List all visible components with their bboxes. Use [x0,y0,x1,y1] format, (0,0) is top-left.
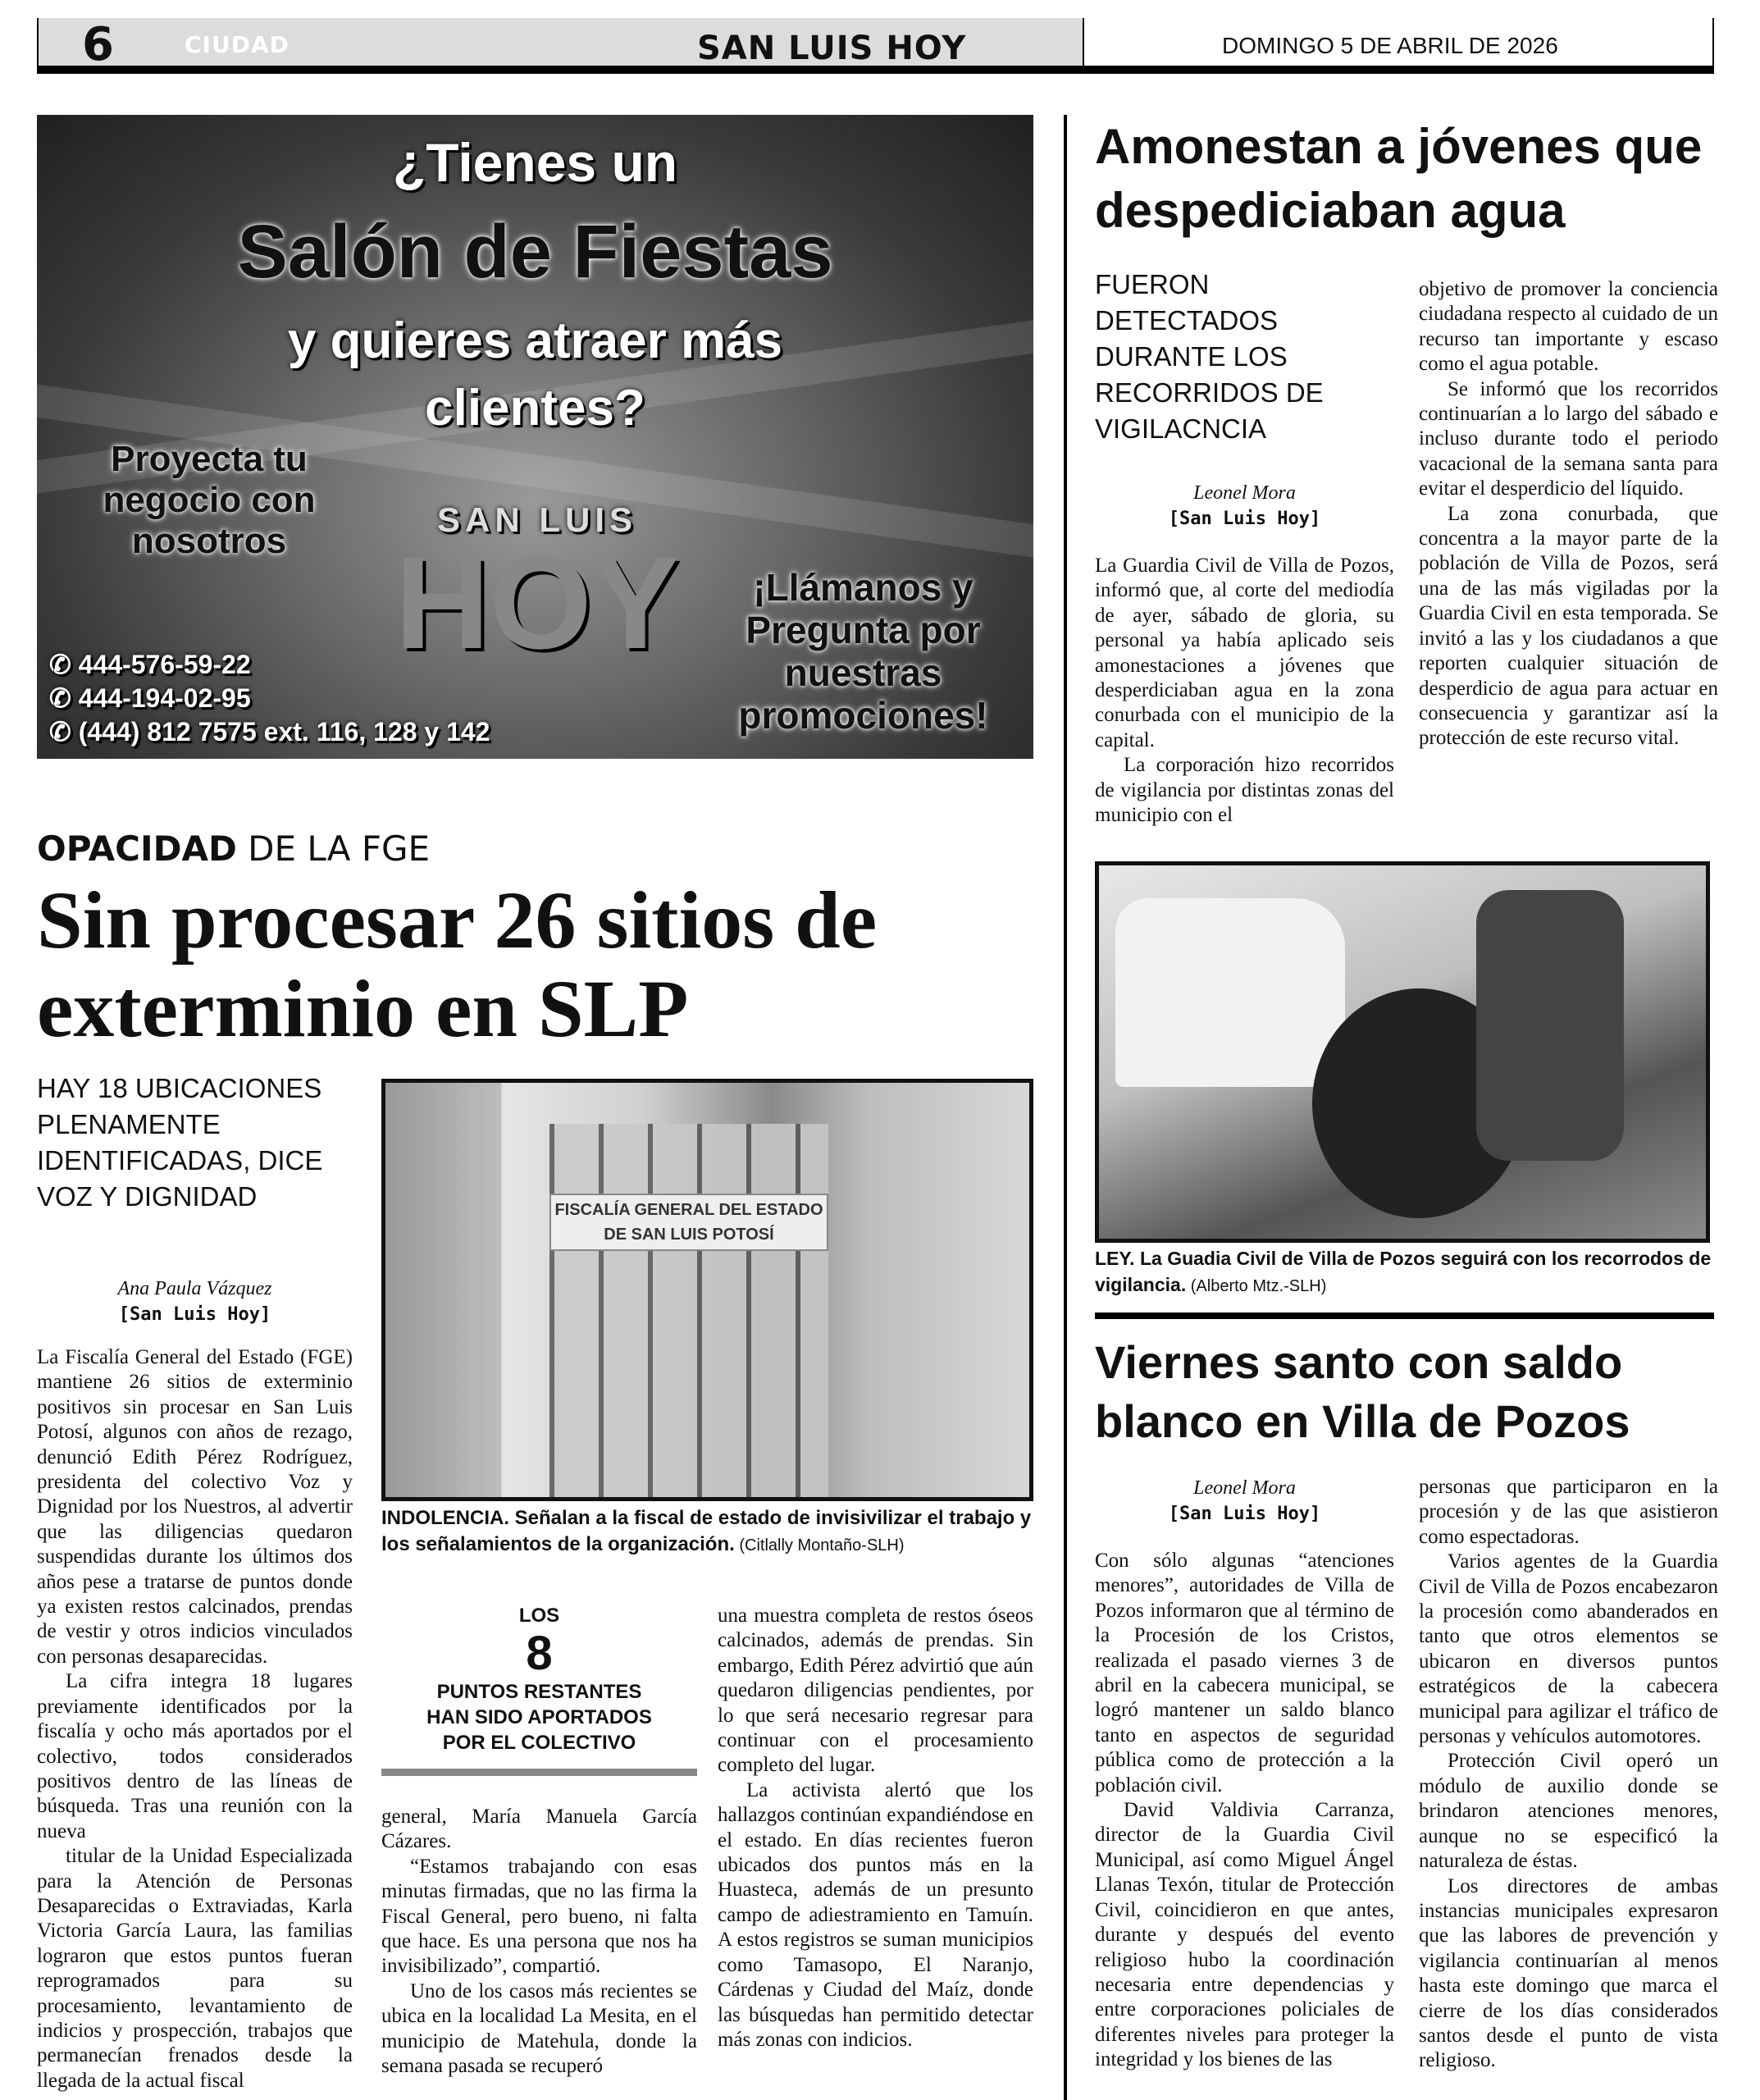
pull-quote: LOS 8 PUNTOS RESTANTES HAN SIDO APORTADOS POR EL COLECTIVO [381,1604,697,1776]
guardia-civil-photo [1095,861,1710,1243]
fiscalia-sign: FISCALÍA GENERAL DEL ESTADO DE SAN LUIS POTOSÍ [549,1194,828,1251]
section-name: CIUDAD [185,31,290,58]
story2-headline: Amonestan a jóvenes que despediciaban agua [1095,119,1703,238]
story2-subhead: FUERON DETECTADOS DURANTE LOS RECORRIDOS DE VIGILACNCIA [1095,269,1324,444]
ad-right-text: ¡Llámanos y Pregunta por nuestras promociones! [738,566,988,737]
story3-headline: Viernes santo con saldo blanco en Villa de Pozos [1095,1336,1630,1447]
phone-2: ✆ 444-194-02-95 [49,683,251,713]
main-col1: La Fiscalía General del Estado (FGE) mantiene 26 sitios de exterminio positivos sin procesar en San Luis Potosí, algunos con años de rezago, denunció Edith Pérez Rodríguez, presidenta del colectivo Voz y Dignidad por los Nuestros, al advertir que las diligencias quedaron suspendidas durante los últimos dos años pese a tratarse de puntos donde ya existen restos calcinados, prendas de vestir y otros indicios vinculados con personas desaparecidas. La cifra integra 18 lugares previamente identificados por la fiscalía y ocho más aportados por el colectivo, todos considerados positivos dentro de las líneas de búsqueda. Tras una reunión con la nueva titular de la Unidad Especializada para la Atención de Personas Desaparecidas o Extraviadas, Karla Victoria García Laura, las familias lograron que estos puntos fueran reprogramados para su procesamiento, levantamiento de indicios y prospección, trabajos que permanecían frenados desde la llegada de la actual fiscal [37,1346,353,2092]
main-subhead: HAY 18 UBICACIONES PLENAMENTE IDENTIFICADAS, DICE VOZ Y DIGNIDAD [37,1073,323,1212]
ad-line4: clientes? [425,380,645,436]
ad-left-text: Proyecta tu negocio con nosotros [103,439,316,561]
phone-3: ✆ (444) 812 7575 ext. 116, 128 y 142 [49,717,490,746]
main-photo-caption: INDOLENCIA. Señalan a la fiscal de estado de invisivilizar el trabajo y los señalamientos de la organización. (Citlally Montaño-SLH) [381,1507,1032,1555]
main-byline: Ana Paula Vázquez [San Luis Hoy] [117,1278,272,1325]
ad-logo-top: SAN LUIS [436,500,637,539]
kicker: OPACIDAD DE LA FGE [37,829,431,869]
story-divider [1095,1312,1714,1319]
story3-colA: Con sólo algunas “atenciones menores”, autoridades de Villa de Pozos informaron que al término de la Procesión de los Cristos, realizada el pasado viernes 3 de abril en la cabecera municipal, se logró mantener un saldo blanco tanto en aspectos de seguridad pública como de protección a la población civil. David Valdivia Carranza, director de la Guardia Civil Municipal, así como Miguel Ángel Llanas Texón, titular de Protección Civil, coincidieron en que antes, durante y después del evento religioso hubo la coordinación necesaria entre dependencias y entre corporaciones policiales de diferentes niveles para proteger la integridad y los bienes de las [1095,1550,1394,2071]
story2-colA: La Guardia Civil de Villa de Pozos, informó que, al corte del mediodía de ayer, sábado de gloria, su personal ya había aplicado seis amonestaciones a jóvenes que desperdiciaban agua en la zona conurbada con el municipio de la capital. La corporación hizo recorridos de vigilancia por distintas zonas del municipio con el [1095,555,1394,827]
column-divider [1064,115,1067,2100]
ad-line1: ¿Tienes un [392,132,678,193]
masthead: SAN LUIS HOY [697,30,967,67]
ad-logo-hoy: HOY [394,529,680,676]
story3-colB: personas que participaron en la procesión y de las que asistieron como espectadoras. Varios agentes de la Guardia Civil de Villa de Pozos encabezaron la procesión como abanderados en tanto que otros elementos se ubicaron en diversos puntos estratégicos de la cabecera municipal para agilizar el tráfico de personas y vehículos automotores. Protección Civil operó un módulo de auxilio donde se brindaron atenciones menores, aunque no se especificó la naturaleza de éstas. Los directores de ambas instancias municipales expresaron que las labores de prevención y vigilancia continuarían al menos hasta este domingo que marca el cierre de los días considerados santos desde el punto de vista religioso. [1419,1476,1718,2072]
fiscalia-building-photo [381,1079,1033,1501]
story2-byline: Leonel Mora [San Luis Hoy] [1168,482,1321,529]
pull-quote-rule [381,1769,697,1776]
main-col2: general, María Manuela García Cázares. “Estamos trabajando con esas minutas firmadas, que no las firma la Fiscal General, pero bueno, ni falta que hace. Es una persona que nos ha invisibilizado”, compartió. Uno de los casos más recientes se ubica en la localidad La Mesita, en el municipio de Matehula, donde la semana pasada se recuperó [381,1806,697,2078]
story3-byline: Leonel Mora [San Luis Hoy] [1168,1477,1321,1524]
advertisement [37,115,1033,759]
ad-line3: y quieres atraer más [287,313,783,369]
ad-line2: Salón de Fiestas [237,210,833,294]
story2-photo-caption: LEY. La Guadia Civil de Villa de Pozos seguirá con los recorrodos de vigilancia. (Alberto Mtz.-SLH) [1095,1248,1712,1295]
issue-date: DOMINGO 5 DE ABRIL DE 2026 [1222,33,1558,58]
main-col3: una muestra completa de restos óseos calcinados, además de prendas. Sin embargo, Edith Pérez advirtió que aún quedaron diligencias pendientes, por lo que será necesario regresar para continuar con el procesamiento completo del lugar. La activista alertó que los hallazgos continúan expandiéndose en el estado. En días recientes fueron ubicados dos puntos más en la Huasteca, además de un presunto campo de adiestramiento en Tamuín. A estos registros se suman municipios como Tamasopo, El Naranjo, Cárdenas y Ciudad del Maíz, donde las búsquedas han permitido detectar más zonas con indicios. [718,1605,1033,2051]
ad-phones [49,648,623,749]
main-headline: Sin procesar 26 sitios de exterminio en SLP [37,874,878,1054]
page-number: 6 [82,18,114,71]
phone-1: ✆ 444-576-59-22 [49,650,251,679]
story2-colB: objetivo de promover la conciencia ciudadana respecto al cuidado de un recurso tan importante y escaso como el agua potable. Se informó que los recorridos continuarían a lo largo del sábado e incluso durante todo el periodo vacacional de la semana santa para evitar el desperdicio del líquido. La zona conurbada, que concentra a la mayor parte de la población de Villa de Pozos, será una de las más vigiladas por la Guardia Civil en esta temporada. Se invitó a las y los ciudadanos a que reporten cualquier situación de desperdicio de agua para actuar en consecuencia y garantizar así la protección de este recurso vital. [1419,278,1718,750]
